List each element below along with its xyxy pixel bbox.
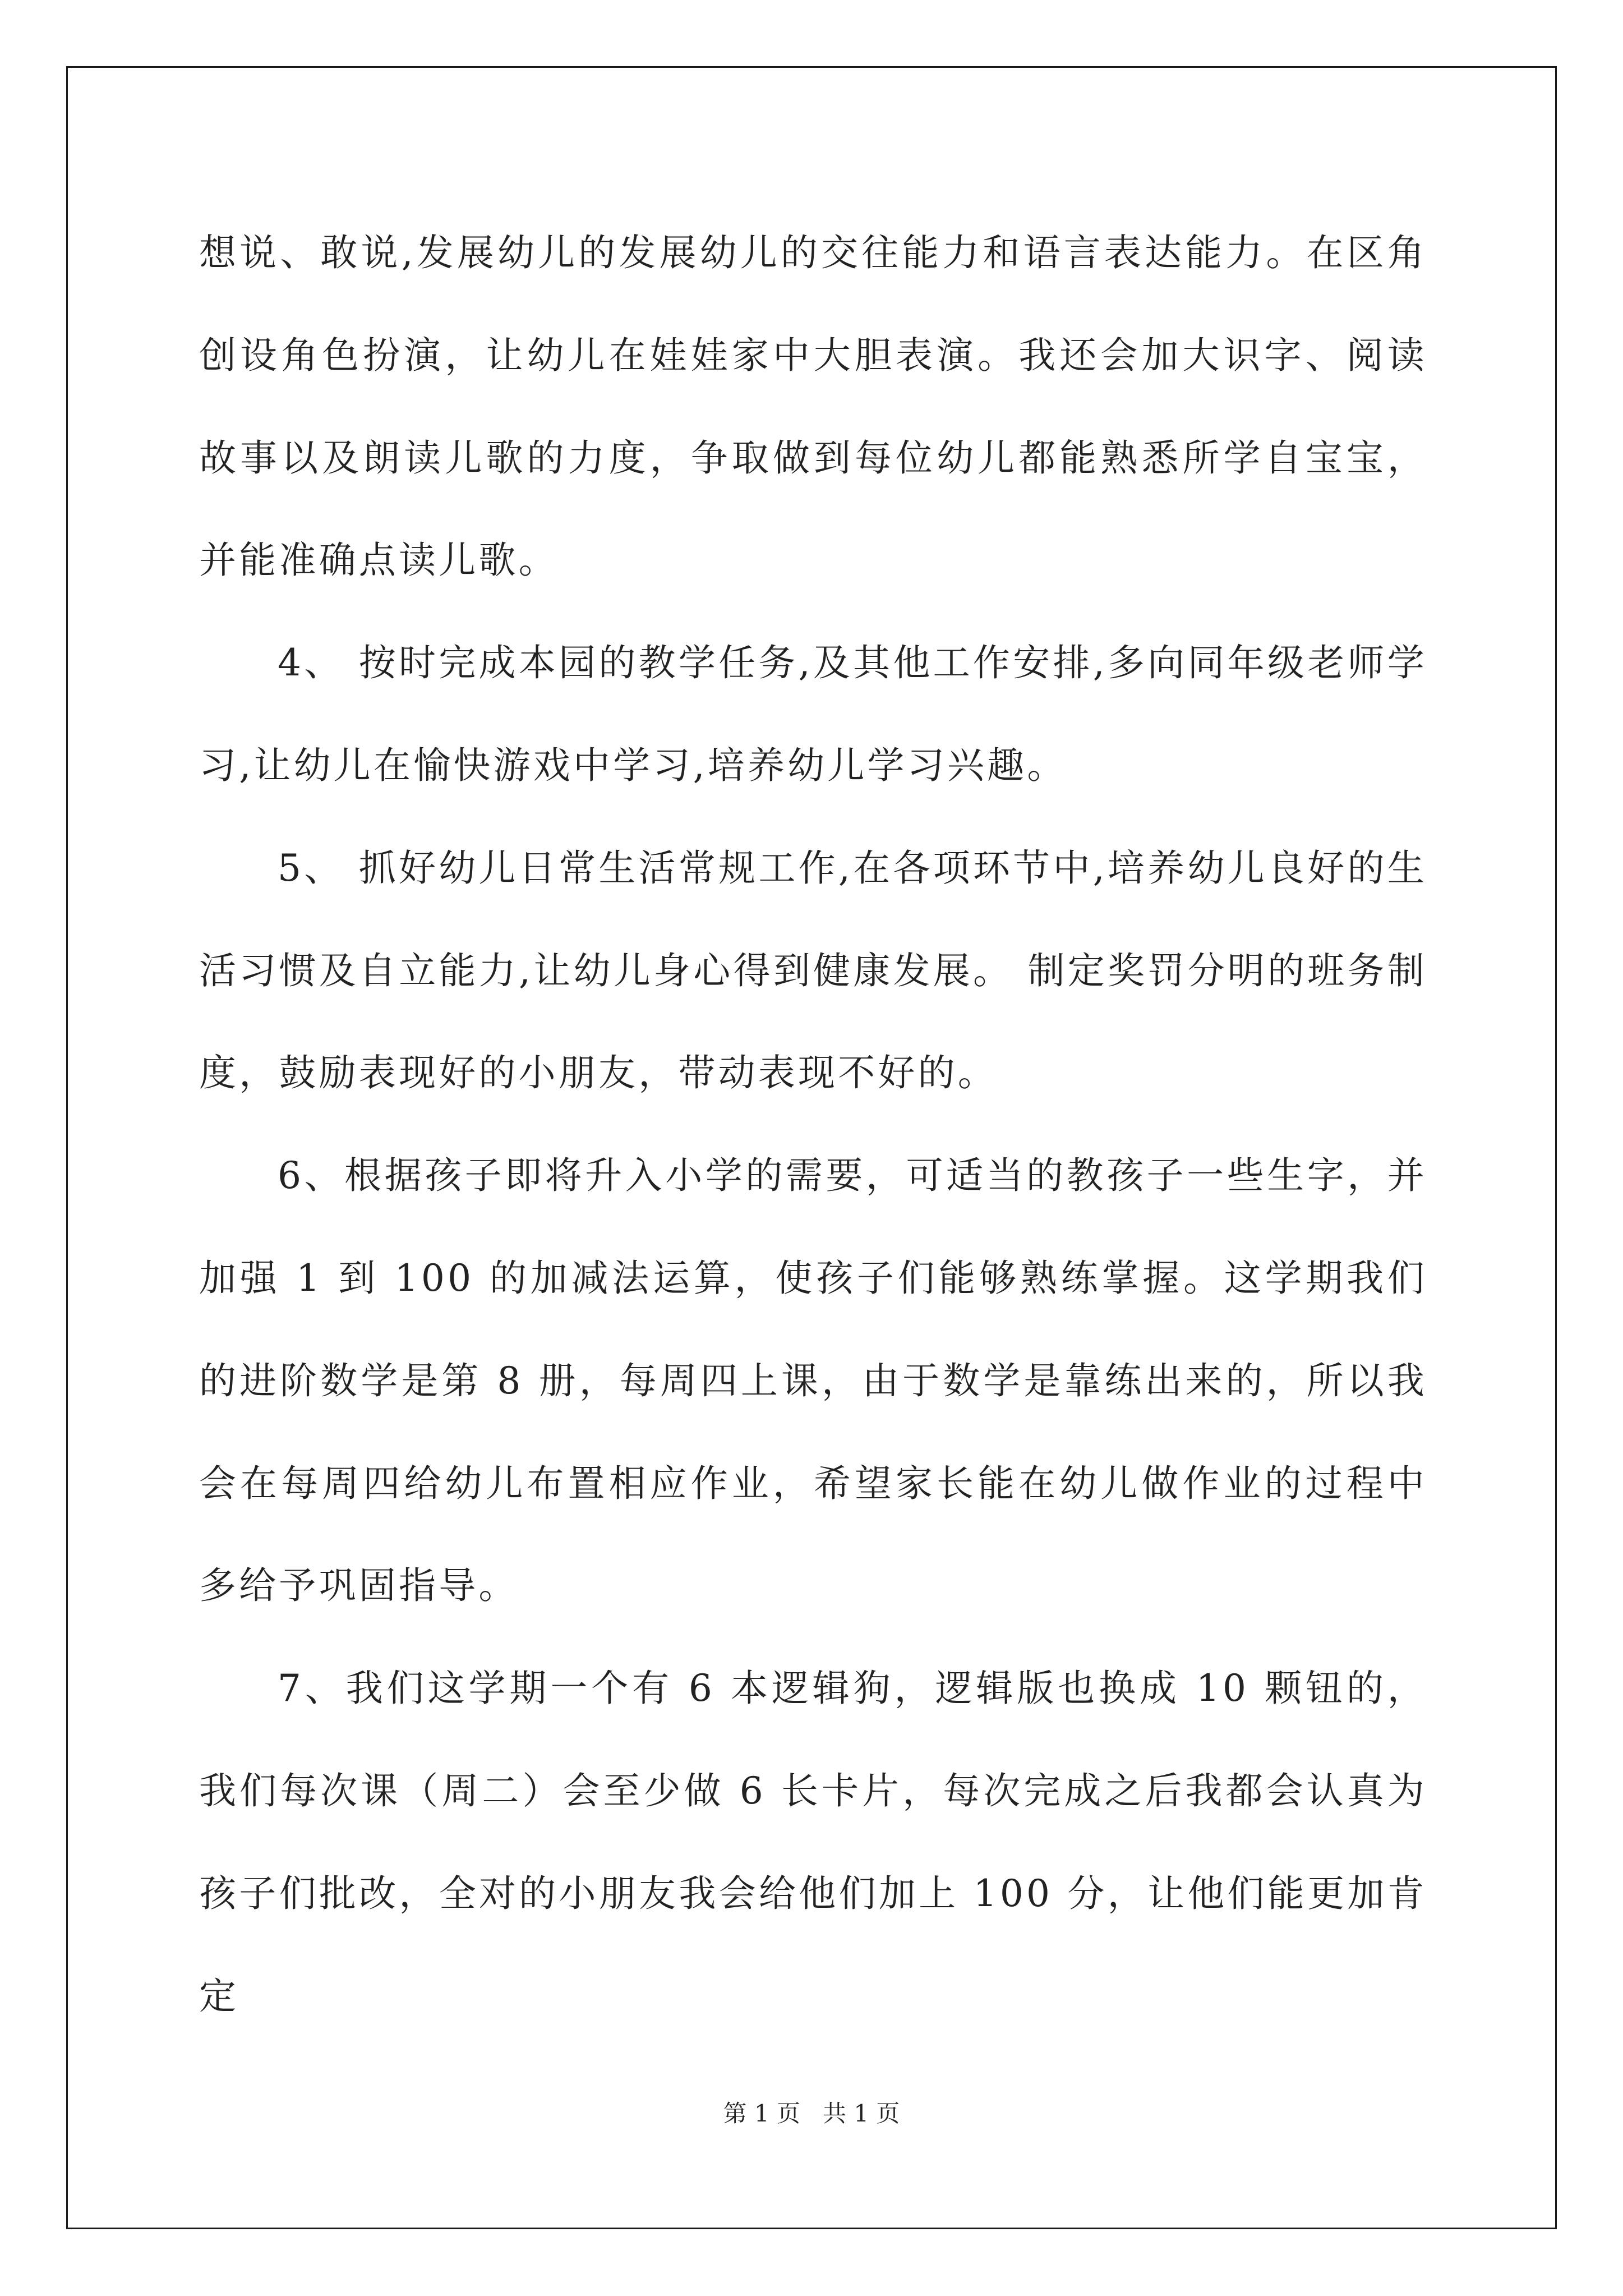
paragraph-1: 想说、敢说,发展幼儿的发展幼儿的交往能力和语言表达能力。在区角创设角色扮演，让幼儿在娃娃家中大胆表演。我还会加大识字、阅读故事以及朗读儿歌的力度，争取做到每位幼儿都能熟悉所学自宝宝，并能准确点读儿歌。 — [199, 231, 1427, 582]
paragraph-item-4: 4、 按时完成本园的教学任务,及其他工作安排,多向同年级老师学习,让幼儿在愉快游戏中学习,培养幼儿学习兴趣。 — [199, 641, 1427, 787]
paragraph-item-6: 6、根据孩子即将升入小学的需要，可适当的教孩子一些生字，并加强 1 到 100 的加减法运算，使孩子们能够熟练掌握。这学期我们的进阶数学是第 8 册，每周四上课，由于数学是靠练出来的，所以我会在每周四给幼儿布置相应作业，希望家长能在幼儿做作业的过程中多给予巩固指导。 — [199, 1154, 1427, 1608]
paragraph-item-7: 7、我们这学期一个有 6 本逻辑狗，逻辑版也换成 10 颗钮的，我们每次课（周二）会至少做 6 长卡片，每次完成之后我都会认真为孩子们批改，全对的小朋友我会给他们加上 100 分，让他们能更加肯定 — [199, 1667, 1427, 2018]
page-footer — [0, 2095, 1623, 2129]
page-number: 第 1 页 — [723, 2100, 800, 2127]
paragraph-item-5: 5、 抓好幼儿日常生活常规工作,在各项环节中,培养幼儿良好的生活习惯及自立能力,让幼儿身心得到健康发展。 制定奖罚分明的班务制度，鼓励表现好的小朋友，带动表现不好的。 — [199, 846, 1427, 1095]
page-total: 共 1 页 — [823, 2100, 900, 2127]
document-body — [199, 202, 1427, 2047]
